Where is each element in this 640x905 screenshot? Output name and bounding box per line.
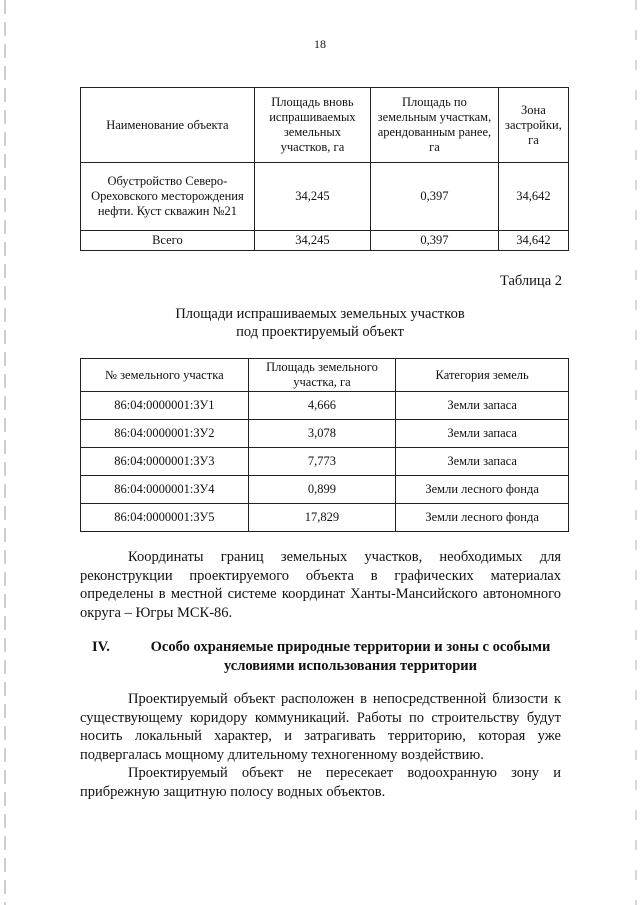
plot-area-cell: 17,829 [248, 504, 396, 532]
total-new-area-cell: 34,245 [254, 231, 370, 251]
total-leased-area-cell: 0,397 [371, 231, 499, 251]
table-title [0, 305, 640, 341]
table-caption: Таблица 2 [499, 273, 562, 289]
plot-id-cell: 86:04:0000001:ЗУ4 [81, 476, 249, 504]
total-zone-area-cell: 34,642 [498, 231, 568, 251]
header-cell: № земельного участка [81, 359, 249, 392]
header-cell: Площадь земельного участка, га [248, 359, 396, 392]
land-category-cell: Земли запаса [396, 420, 569, 448]
new-area-cell: 34,245 [254, 163, 370, 231]
plot-area-cell: 0,899 [248, 476, 396, 504]
table-row [81, 163, 569, 231]
land-category-cell: Земли запаса [396, 392, 569, 420]
table-row [81, 392, 569, 420]
paragraph-coordinates: Координаты границ земельных участков, необходимых для реконструкции проектируемого объекта в графических материалах определены в местной системе координат Ханты-Мансийского автономного округа – Югры МСК-86. [80, 549, 561, 621]
table-row [81, 448, 569, 476]
plot-area-cell: 4,666 [248, 392, 396, 420]
scan-edge-right [635, 0, 637, 905]
header-cell: Площадь вновь испрашиваемых земельных участков, га [254, 88, 370, 163]
paragraph-location: Проектируемый объект расположен в непосредственной близости к существующему коридору коммуникаций. Работы по строительству будут носить локальный характер, и затрагивать территорию, которая уже подвергалась мощному длительному техногенному воздействию. [80, 691, 561, 763]
section-heading [80, 638, 561, 676]
plot-id-cell: 86:04:0000001:ЗУ3 [81, 448, 249, 476]
table-total-row [81, 231, 569, 251]
header-cell: Категория земель [396, 359, 569, 392]
plot-id-cell: 86:04:0000001:ЗУ5 [81, 504, 249, 532]
page-number: 18 [314, 37, 326, 51]
plot-area-cell: 7,773 [248, 448, 396, 476]
header-cell: Зона застройки, га [498, 88, 568, 163]
total-label-cell: Всего [81, 231, 255, 251]
leased-area-cell: 0,397 [371, 163, 499, 231]
land-summary-table [80, 87, 569, 251]
table-header-row [81, 88, 569, 163]
land-plots-table [80, 358, 569, 532]
table-header-row [81, 359, 569, 392]
plot-area-cell: 3,078 [248, 420, 396, 448]
land-category-cell: Земли лесного фонда [396, 476, 569, 504]
land-category-cell: Земли запаса [396, 448, 569, 476]
land-category-cell: Земли лесного фонда [396, 504, 569, 532]
section-number: IV. [92, 639, 110, 655]
plot-id-cell: 86:04:0000001:ЗУ2 [81, 420, 249, 448]
table-title-line: Площади испрашиваемых земельных участков [175, 306, 465, 322]
paragraph-water: Проектируемый объект не пересекает водоохранную зону и прибрежную защитную полосу водных объектов. [80, 765, 561, 800]
object-name-cell: Обустройство Северо-Ореховского месторождения нефти. Куст скважин №21 [81, 163, 255, 231]
table-row [81, 476, 569, 504]
zone-area-cell: 34,642 [498, 163, 568, 231]
header-cell: Наименование объекта [81, 88, 255, 163]
table-title-line: под проектируемый объект [236, 324, 404, 340]
scan-edge-left [4, 0, 6, 905]
table-row [81, 420, 569, 448]
table-row [81, 504, 569, 532]
plot-id-cell: 86:04:0000001:ЗУ1 [81, 392, 249, 420]
section-title: Особо охраняемые природные территории и зоны с особыми условиями использования территории [150, 639, 551, 674]
header-cell: Площадь по земельным участкам, арендованным ранее, га [371, 88, 499, 163]
